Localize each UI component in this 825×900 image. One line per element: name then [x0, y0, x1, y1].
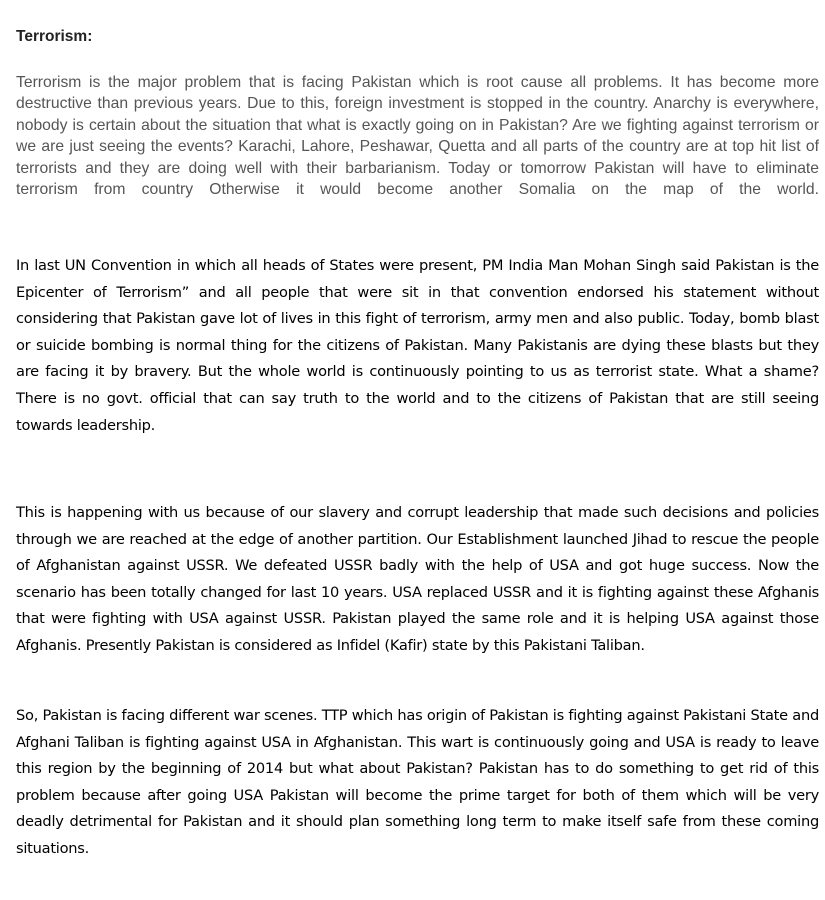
paragraph-leadership: This is happening with us because of our slavery and corrupt leadership that made such decisions and policies through we are reached at the edge of another partition. Our Establishment launched Jihad to rescue the people of Afghanistan against USSR. We defeated USSR badly with the help of USA and got huge success. Now the scenario has been totally changed for last 10 years. USA replaced USSR and it is fighting against these Afghanis that were fighting with USA against USSR. Pakistan played the same role and it is helping USA against those Afghanis. Presently Pakistan is considered as Infidel (Kafir) state by this Pakistani Taliban. — [16, 504, 819, 654]
paragraph-war-scenes: So, Pakistan is facing different war scenes. TTP which has origin of Pakistan is fighting against Pakistani State and Afghani Taliban is fighting against USA in Afghanistan. This wart is continuously going and USA is ready to leave this region by the beginning of 2014 but what about Pakistan? Pakistan has to do something to get rid of this problem because after going USA Pakistan will become the prime target for both of them which will be very deadly detrimental for Pakistan and it should plan something long term to make itself safe from these coming situations. — [16, 707, 819, 857]
paragraph-un-convention: In last UN Convention in which all heads of States were present, PM India Man Mohan Singh said Pakistan is the Epicenter of Terrorism” and all people that were sit in that convention endorsed his statement without considering that Pakistan gave lot of lives in this fight of terrorism, army men and also public. Today, bomb blast or suicide bombing is normal thing for the citizens of Pakistan. Many Pakistanis are dying these blasts but they are facing it by bravery. But the whole world is continuously pointing to us as terrorist state. What a shame? There is no govt. official that can say truth to the world and to the citizens of Pakistan that are still seeing towards leadership. — [16, 257, 819, 434]
section-heading: Terrorism: — [16, 28, 93, 45]
paragraph-terrorism-intro: Terrorism is the major problem that is facing Pakistan which is root cause all problems. It has become more destructive than previous years. Due to this, foreign investment is stopped in the country. Anarchy is everywhere, nobody is certain about the situation that what is exactly going on in Pakistan? Are we fighting against terrorism or we are just seeing the events? Karachi, Lahore, Peshawar, Quetta and all parts of the country are at top hit list of terrorists and they are doing well with their barbarianism. Today or tomorrow Pakistan will have to eliminate terrorism from country Otherwise it would become another Somalia on the map of the world. — [16, 74, 819, 199]
